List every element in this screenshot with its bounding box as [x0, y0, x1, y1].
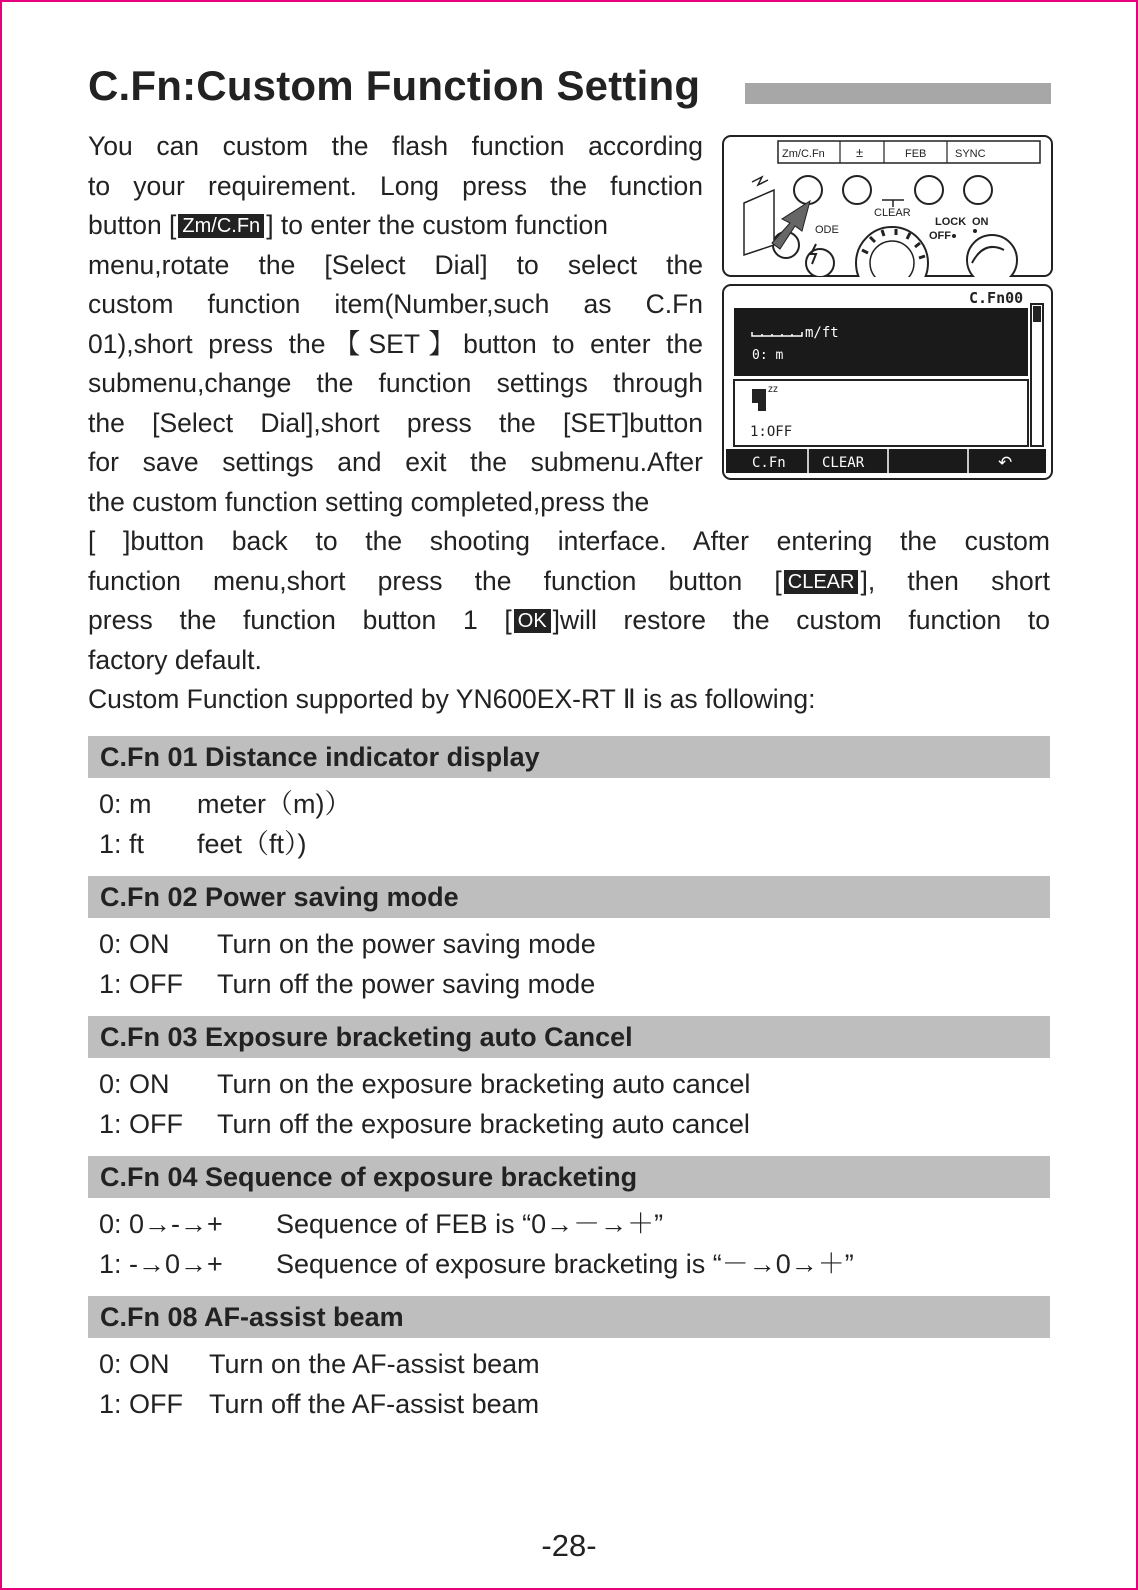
lcd-softkey-clear: CLEAR	[822, 455, 865, 471]
intro-line-13: press the function button 1 [ OK ]will restore the custom function to	[88, 605, 1051, 635]
intro-line-10: the custom function setting completed,press the	[88, 487, 650, 517]
cfn04-row-0: 0: 0→-→+ Sequence of FEB is “0→－→＋”	[99, 1209, 664, 1239]
flash-panel-illustration	[722, 135, 1053, 277]
panel-button-label-feb: FEB	[905, 148, 927, 160]
lcd-header: C.Fn00	[969, 289, 1024, 307]
section-heading-cfn02: C.Fn 02 Power saving mode	[88, 876, 1050, 918]
cfn01-row-0: 0: m meter（m)）	[99, 789, 352, 819]
cfn08-row-1: 1: OFF Turn off the AF-assist beam	[99, 1389, 540, 1419]
cfn02-row-0: 0: ON Turn on the power saving mode	[99, 929, 596, 959]
intro-line-3: button [ Zm/C.Fn ] to enter the custom function	[88, 210, 608, 240]
section-heading-cfn04: C.Fn 04 Sequence of exposure bracketing	[88, 1156, 1050, 1198]
section-heading-cfn01: C.Fn 01 Distance indicator display	[88, 736, 1050, 778]
intro-line-6: 01),short press the【SET】button to enter the	[88, 329, 703, 359]
clear-button-tag: CLEAR	[784, 570, 859, 594]
intro-line-4: menu,rotate the [Select Dial] to select the	[88, 250, 703, 280]
intro-line-7: submenu,change the function settings through	[88, 368, 703, 398]
zm-cfn-button-tag: Zm/C.Fn	[178, 214, 264, 238]
svg-text:zz: zz	[768, 384, 778, 395]
page-title: C.Fn:Custom Function Setting	[88, 62, 701, 109]
intro-line-12: function menu,short press the function button [ CLEAR ], then short	[88, 566, 1050, 596]
section-heading-cfn03: C.Fn 03 Exposure bracketing auto Cancel	[88, 1016, 1050, 1058]
panel-button-label-sync: SYNC	[955, 148, 986, 160]
intro-line-8: the [Select Dial],short press the [SET]button	[88, 408, 703, 438]
panel-button-label-ev: ±	[856, 145, 864, 160]
panel-button-label-zm: Zm/C.Fn	[782, 148, 825, 160]
lcd-value-label: 0: m	[752, 348, 784, 363]
lcd-option-label: 1:OFF	[750, 424, 793, 440]
page-number: -28-	[541, 1528, 597, 1563]
lcd-screen-illustration	[722, 284, 1053, 480]
panel-on-label: ON	[972, 216, 989, 228]
lcd-softkey-return-icon: ↶	[998, 453, 1013, 473]
panel-off-label: OFF	[929, 230, 951, 242]
lcd-distance-panel	[734, 308, 1028, 376]
panel-clear-label: CLEAR	[874, 207, 911, 219]
section-heading-cfn08: C.Fn 08 AF-assist beam	[88, 1296, 1050, 1338]
lcd-scrollbar	[1031, 304, 1043, 446]
intro-line-15: Custom Function supported by YN600EX-RT Ⅱ is as following:	[88, 684, 816, 714]
intro-line-1: You can custom the flash function according	[88, 131, 703, 161]
cfn03-row-0: 0: ON Turn on the exposure bracketing auto cancel	[99, 1069, 751, 1099]
lcd-softkey-cfn: C.Fn	[752, 455, 786, 471]
intro-line-5: custom function item(Number,such as C.Fn	[88, 289, 703, 319]
intro-line-14: factory default.	[88, 645, 262, 675]
intro-line-11: [ ]button back to the shooting interface. After entering the custom	[88, 526, 1050, 556]
cfn08-row-0: 0: ON Turn on the AF-assist beam	[99, 1349, 540, 1379]
cfn03-row-1: 1: OFF Turn off the exposure bracketing auto cancel	[99, 1109, 750, 1139]
cfn04-row-1: 1: -→0→+ Sequence of exposure bracketing is “－→0→＋”	[99, 1249, 854, 1279]
intro-line-2: to your requirement. Long press the function	[88, 171, 703, 201]
panel-lock-label: LOCK	[935, 216, 967, 228]
intro-line-9: for save settings and exit the submenu.After	[88, 447, 703, 477]
panel-mode-label: ODE	[815, 224, 839, 236]
ok-button-tag: OK	[514, 609, 551, 633]
title-rule	[745, 83, 1051, 104]
lcd-unit-label: m/ft	[805, 325, 839, 341]
cfn02-row-1: 1: OFF Turn off the power saving mode	[99, 969, 596, 999]
cfn01-row-1: 1: ft feet（ft）)	[99, 829, 307, 859]
